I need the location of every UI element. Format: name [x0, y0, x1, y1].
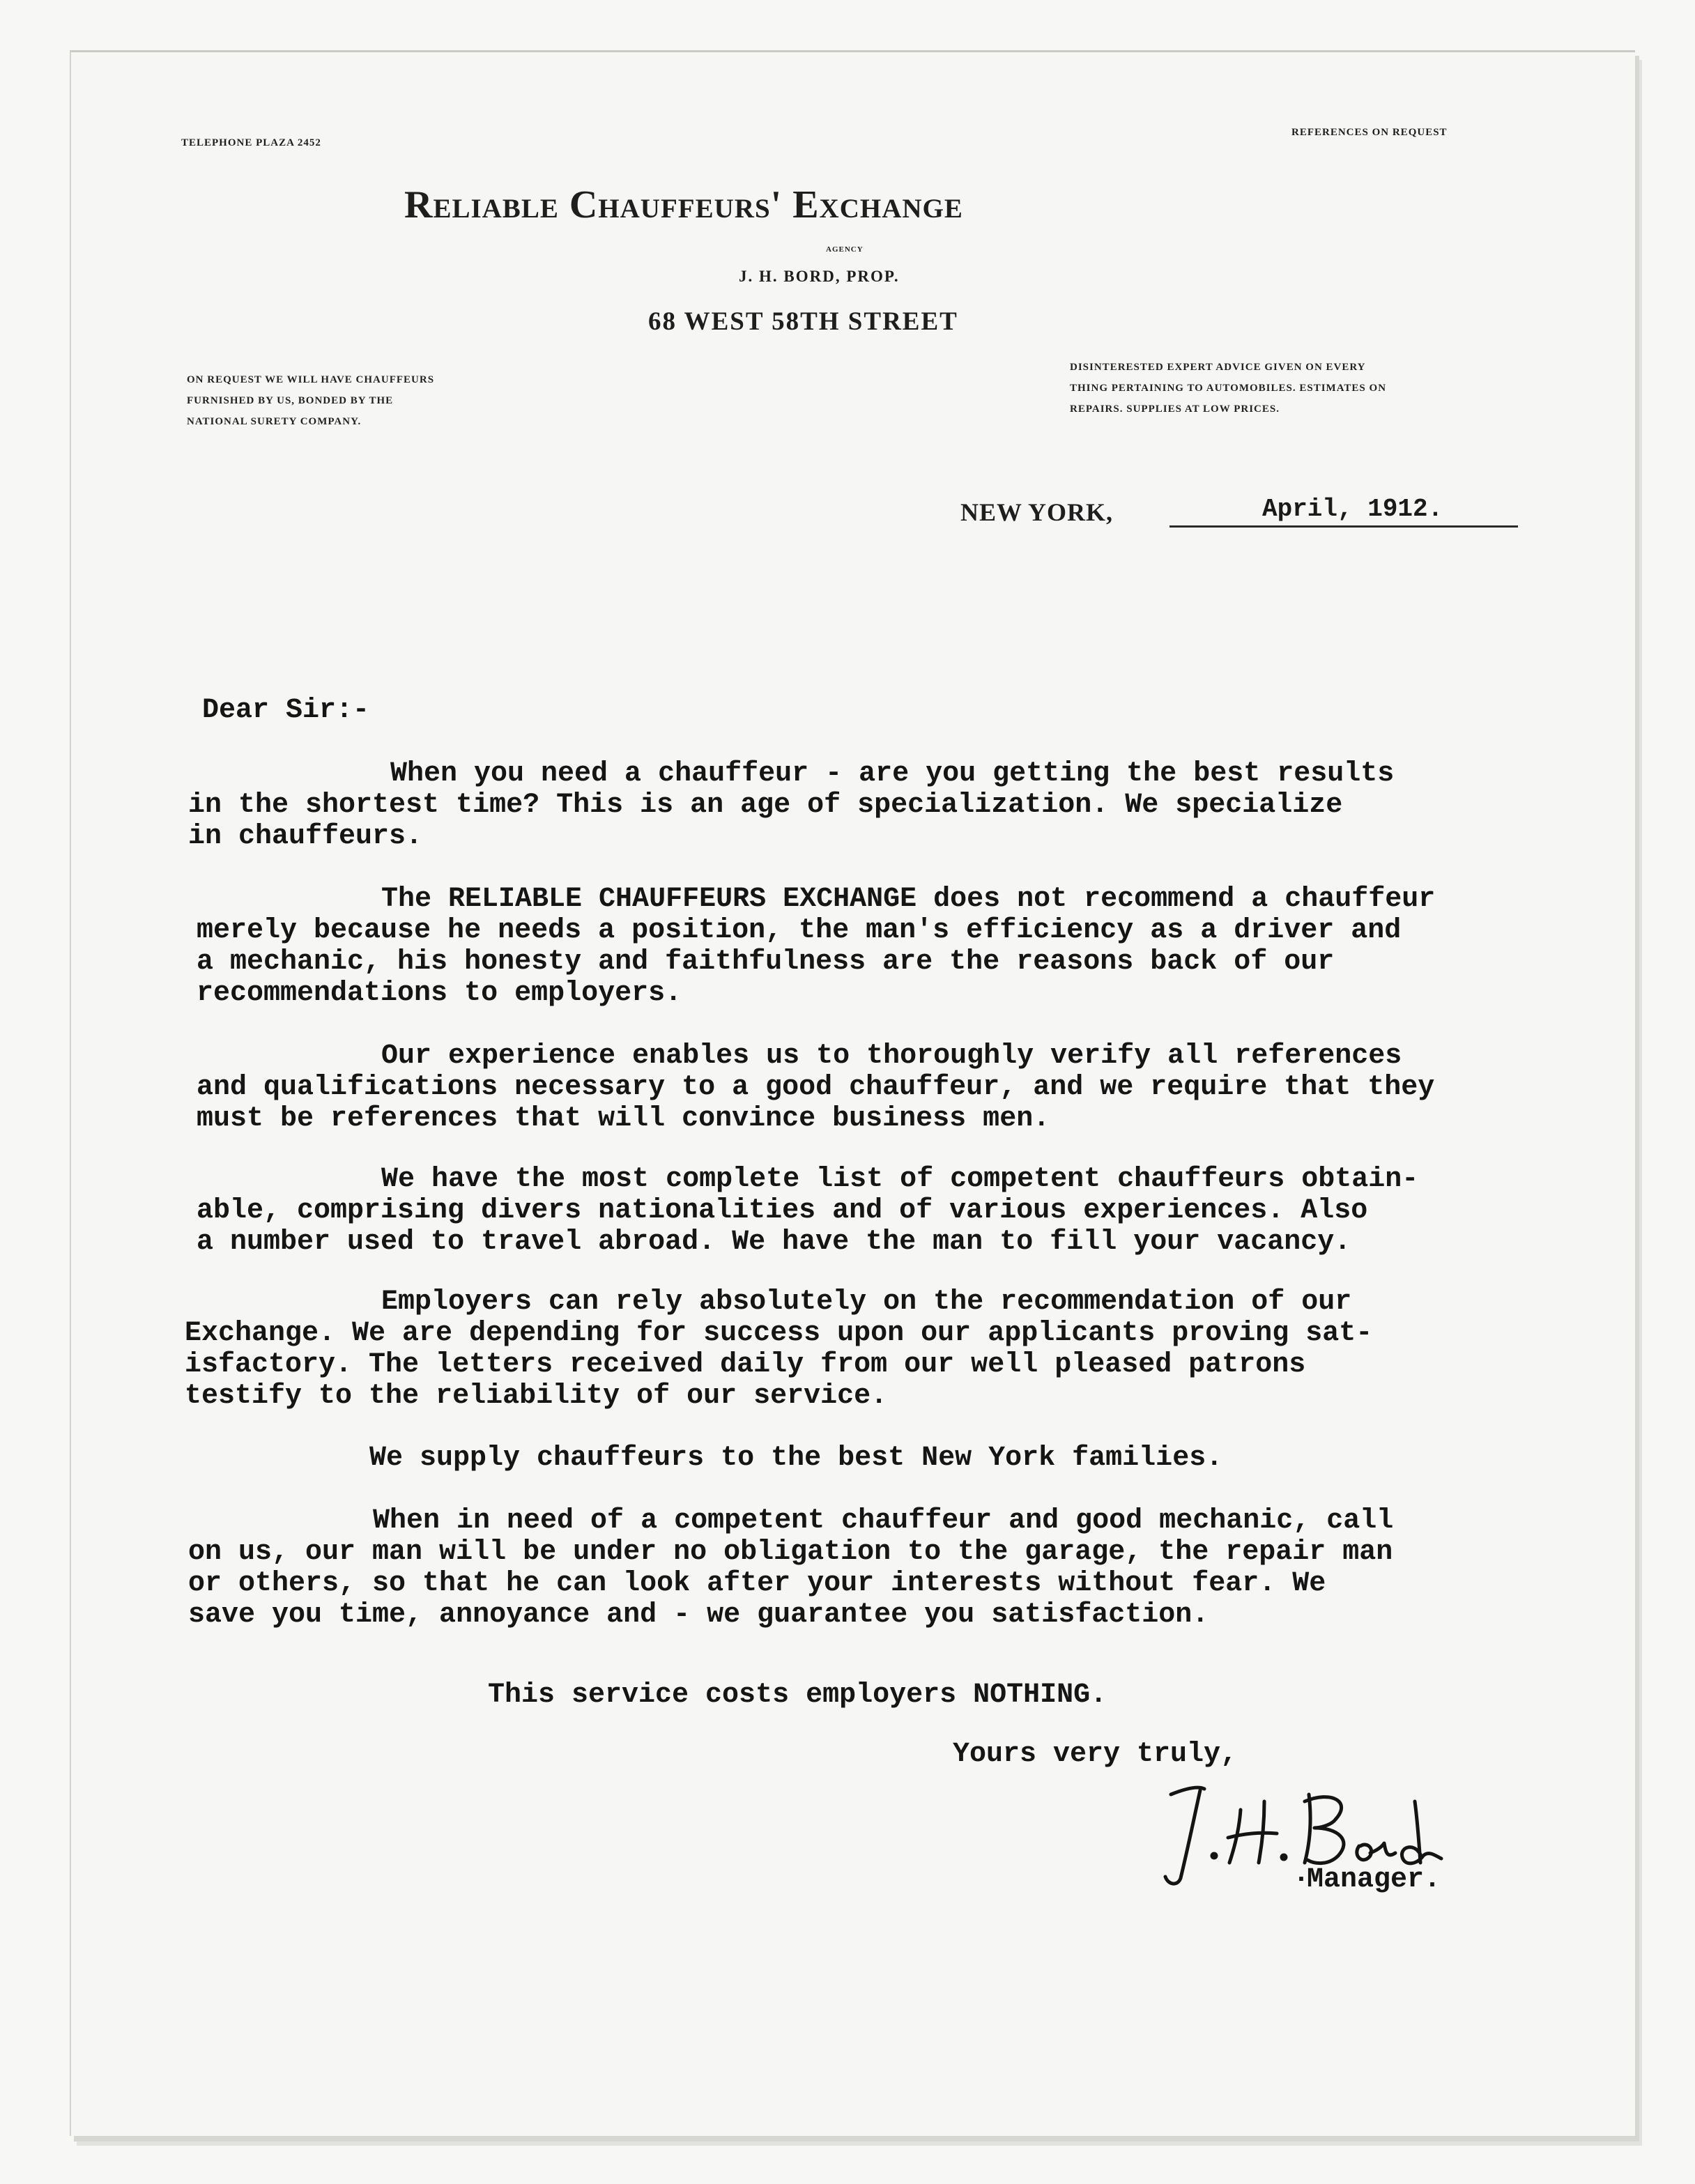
paragraph-line: or others, so that he can look after your interests without fear. We [188, 1568, 1326, 1599]
paragraph-line: must be references that will convince business men. [197, 1103, 1050, 1135]
paragraph-line: a number used to travel abroad. We have the man to fill your vacancy. [197, 1226, 1351, 1258]
proprietor-line: J. H. BORD, PROP. [739, 268, 900, 285]
paragraph-line: We supply chauffeurs to the best New York families. [369, 1443, 1223, 1474]
advice-note-line: THING PERTAINING TO AUTOMOBILES. ESTIMATES ON [1070, 383, 1387, 394]
paragraph-line: When in need of a competent chauffeur and good mechanic, call [373, 1505, 1394, 1537]
paragraph [369, 1443, 1222, 1474]
references-note: REFERENCES ON REQUEST [1291, 127, 1448, 138]
paragraph [188, 758, 1394, 852]
closing: Yours very truly, [953, 1739, 1238, 1770]
letter-date: April, 1912. [1262, 495, 1443, 523]
paragraph [197, 884, 1435, 1009]
dateline-city: NEW YORK, [960, 498, 1114, 526]
paragraph-line: in chauffeurs. [188, 821, 423, 852]
paragraph-line: We have the most complete list of competent chauffeurs obtain- [381, 1164, 1419, 1195]
agency-label: AGENCY [826, 245, 864, 254]
paragraph [197, 1164, 1418, 1258]
paragraph-line: The RELIABLE CHAUFFEURS EXCHANGE does not recommend a chauffeur [381, 884, 1436, 915]
advice-note-line: DISINTERESTED EXPERT ADVICE GIVEN ON EVERY [1070, 362, 1366, 373]
paragraph [488, 1679, 1107, 1711]
bonding-note [187, 369, 549, 432]
paragraph-line: isfactory. The letters received daily from our well pleased patrons [185, 1349, 1306, 1381]
advice-note [1070, 357, 1544, 420]
paragraph-line: on us, our man will be under no obligation to the garage, the repair man [188, 1537, 1393, 1568]
paragraph [188, 1505, 1393, 1631]
paragraph-line: a mechanic, his honesty and faithfulness are the reasons back of our [197, 946, 1335, 978]
paragraph-line: Our experience enables us to thoroughly verify all references [381, 1040, 1402, 1072]
telephone-number: TELEPHONE PLAZA 2452 [181, 137, 321, 148]
paragraph-line: able, comprising divers nationalities and of various experiences. Also [197, 1195, 1368, 1226]
company-name: Reliable Chauffeurs' Exchange [404, 183, 963, 226]
paragraph-line: merely because he needs a position, the man's efficiency as a driver and [197, 915, 1402, 946]
bonding-note-line: ON REQUEST WE WILL HAVE CHAUFFEURS [187, 374, 435, 385]
signer-title: Manager. [1307, 1864, 1441, 1895]
bonding-note-line: NATIONAL SURETY COMPANY. [187, 416, 362, 427]
paragraph-line: This service costs employers NOTHING. [488, 1679, 1107, 1711]
paragraph [185, 1286, 1372, 1412]
bonding-note-line: FURNISHED BY US, BONDED BY THE [187, 395, 394, 406]
date-rule [1169, 525, 1518, 528]
paragraph-line: and qualifications necessary to a good chauffeur, and we require that they [197, 1072, 1435, 1103]
paragraph-line: Exchange. We are depending for success upon our applicants proving sat- [185, 1318, 1373, 1349]
paragraph-line: in the shortest time? This is an age of specialization. We specialize [188, 790, 1343, 821]
advice-note-line: REPAIRS. SUPPLIES AT LOW PRICES. [1070, 403, 1280, 415]
paragraph-line: save you time, annoyance and - we guarantee you satisfaction. [188, 1599, 1209, 1631]
paragraph [197, 1040, 1434, 1135]
street-address: 68 WEST 58TH STREET [648, 307, 958, 336]
paragraph-line: Employers can rely absolutely on the recommendation of our [381, 1286, 1352, 1318]
paragraph-line: recommendations to employers. [197, 978, 682, 1009]
title-dash: · [1293, 1864, 1310, 1895]
paragraph-line: testify to the reliability of our service. [185, 1381, 888, 1412]
paragraph-line: When you need a chauffeur - are you getting the best results [390, 758, 1395, 790]
salutation: Dear Sir:- [202, 695, 370, 726]
dateline [960, 493, 1532, 528]
